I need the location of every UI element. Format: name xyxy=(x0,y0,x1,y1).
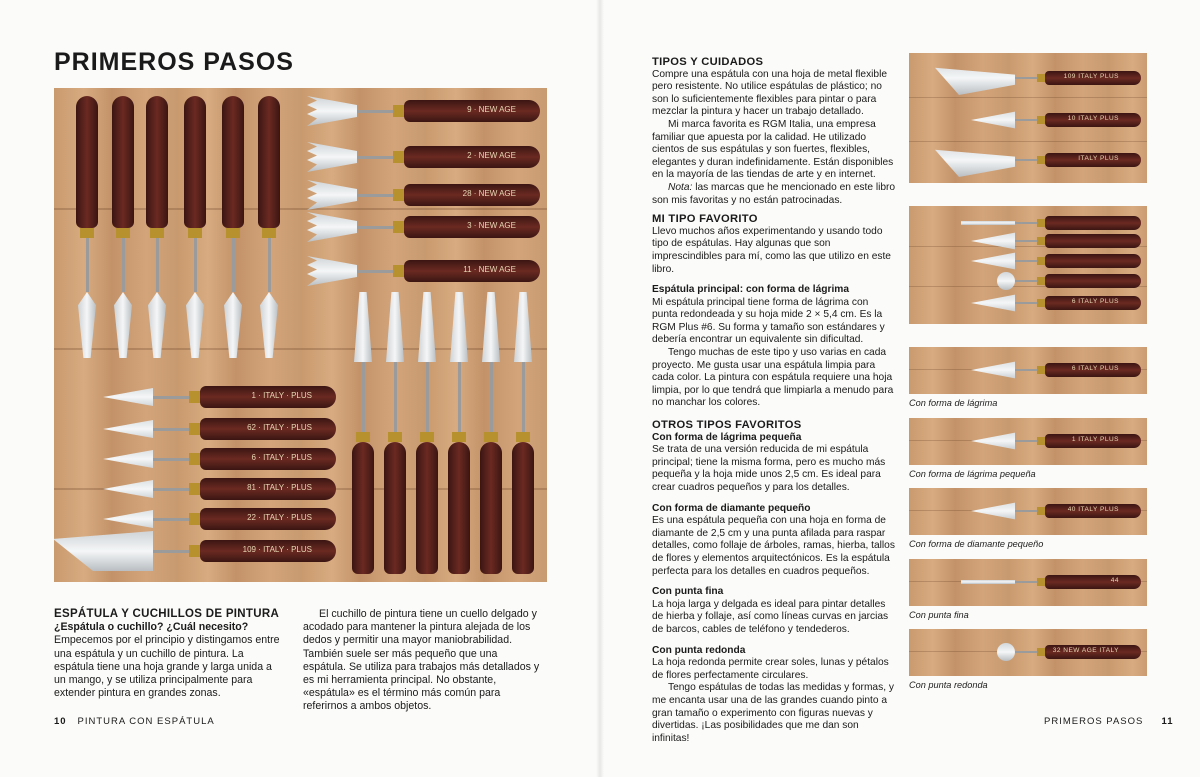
caption-fine-tip: Con punta fina xyxy=(909,610,969,620)
right-page xyxy=(600,0,1200,777)
paragraph: Empecemos por el principio y distingamos entre una espátula y un cuchillo de pintura. La espátula tiene una hoja grande y larga unida a un mango, y se utiliza principalmente para extender pintura en grandes zonas. xyxy=(54,634,280,700)
note-paragraph xyxy=(652,182,896,207)
photo-large-spatulas: 109 ITALY PLUS 10 ITALY PLUS ITALY PLUS xyxy=(909,53,1147,183)
subheading: Con punta fina xyxy=(652,586,724,598)
paragraph: Llevo muchos años experimentando y usando todo tipo de espátulas. Hay algunas que son imprescindibles para mí, como las que utilizo en este libro. xyxy=(652,225,891,275)
subheading: Con punta redonda xyxy=(652,644,746,656)
subheading: Con forma de lágrima pequeña xyxy=(652,431,802,443)
palette-knife: 28 · NEW AGE xyxy=(304,184,540,206)
palette-knife: 109 · ITALY · PLUS xyxy=(68,540,336,562)
page-number: 10 xyxy=(54,716,67,727)
palette-knife xyxy=(384,284,406,574)
folio-right xyxy=(1044,716,1174,727)
main-photo-palette-knives xyxy=(54,88,547,582)
palette-knife: 1 · ITALY · PLUS xyxy=(74,386,336,408)
running-head: PINTURA CON ESPÁTULA xyxy=(77,716,215,727)
palette-knife: 9 · NEW AGE xyxy=(304,100,540,122)
palette-knife: 22 · ITALY · PLUS xyxy=(74,508,336,530)
palette-knife: 62 · ITALY · PLUS xyxy=(74,418,336,440)
palette-knife xyxy=(184,96,206,366)
left-text-column-1 xyxy=(54,608,280,700)
right-text-column xyxy=(652,56,896,745)
section-heading: MI TIPO FAVORITO xyxy=(652,213,758,226)
page-title: PRIMEROS PASOS xyxy=(54,48,294,76)
section-heading: ESPÁTULA Y CUCHILLOS DE PINTURA xyxy=(54,608,280,620)
paragraph: La hoja redonda permite crear soles, lunas y pétalos de flores perfectamente circulares. xyxy=(652,657,889,681)
paragraph: Mi marca favorita es RGM Italia, una empresa familiar que apuesta por la calidad. He utilizado cientos de sus espátulas y son fuertes, flexibles, elegantes y duran indefinidamente. Están disponibles en la mayoría de las tiendas de arte y en internet. xyxy=(652,118,894,181)
paragraph: Es una espátula pequeña con una hoja en forma de diamante de 2,5 cm y una punta afilada para raspar detalles, como follaje de árboles, ramas, hierba, tallos de flores y elementos arquitectónicos. Es la espátula perfecta para los detalles en cuadros pequeños. xyxy=(652,515,895,577)
paragraph: Tengo espátulas de todas las medidas y formas, y me encanta usar una de las grandes cuando pinto a gran tamaño o experimento con figuras nuevas y divertidas. ¡Las posibilidades que me dan son infinitas! xyxy=(652,682,894,744)
caption-round-tip: Con punta redonda xyxy=(909,680,988,690)
palette-knife: 3 · NEW AGE xyxy=(304,216,540,238)
paragraph: Compre una espátula con una hoja de metal flexible pero resistente. No utilice espátulas de plástico; no son lo suficientemente flexibles para pintar o para mezclar la pintura y hacer un trabajo detallado. xyxy=(652,68,888,118)
photo-round-tip: 32 NEW AGE ITALY xyxy=(909,629,1147,676)
caption-small-diamond: Con forma de diamante pequeño xyxy=(909,539,1044,549)
note-label: Nota: xyxy=(668,181,693,193)
note-text: las marcas que he mencionado en este libro son mis favoritas y no están patrocinadas. xyxy=(652,181,896,206)
palette-knife xyxy=(512,284,534,574)
palette-knife xyxy=(416,284,438,574)
photo-teardrop: 6 ITALY PLUS xyxy=(909,347,1147,394)
photo-fine-tip: 44 xyxy=(909,559,1147,606)
photo-assorted-knives: 6 ITALY PLUS xyxy=(909,206,1147,324)
palette-knife: 81 · ITALY · PLUS xyxy=(74,478,336,500)
palette-knife xyxy=(146,96,168,366)
photo-small-diamond: 40 ITALY PLUS xyxy=(909,488,1147,535)
palette-knife xyxy=(258,96,280,366)
paragraph: Tengo muchas de este tipo y uso varias en cada proyecto. Me gusta usar una espátula limpia para cada color. La pintura con espátula requiere una hoja limpia, por lo que tendrá que limpiarla a menudo para no manchar los colores. xyxy=(652,347,894,409)
book-gutter xyxy=(596,0,604,777)
palette-knife: 2 · NEW AGE xyxy=(304,146,540,168)
folio-left xyxy=(54,716,215,727)
palette-knife xyxy=(480,284,502,574)
caption-small-teardrop: Con forma de lágrima pequeña xyxy=(909,469,1036,479)
section-heading: TIPOS Y CUIDADOS xyxy=(652,56,764,68)
left-text-column-2 xyxy=(303,608,541,714)
paragraph: La hoja larga y delgada es ideal para pintar detalles de hierba y follaje, así como líneas curvas en jarcias de barcos, cables de teléfono y tendederos. xyxy=(652,598,889,635)
caption-teardrop: Con forma de lágrima xyxy=(909,398,998,408)
palette-knife xyxy=(448,284,470,574)
subheading-question: ¿Espátula o cuchillo? ¿Cuál necesito? xyxy=(54,621,249,634)
palette-knife xyxy=(112,96,134,366)
section-heading: OTROS TIPOS FAVORITOS xyxy=(652,419,802,432)
paragraph: Mi espátula principal tiene forma de lágrima con punta redondeada y su hoja mide 2 × 5,4 cm. Es la RGM Plus #6. Su forma y tamaño son estándares y debería encontrar un equivalente sin dificultad. xyxy=(652,296,885,346)
subheading: Espátula principal: con forma de lágrima xyxy=(652,284,850,296)
subheading: Con forma de diamante pequeño xyxy=(652,502,811,514)
palette-knife: 6 · ITALY · PLUS xyxy=(74,448,336,470)
photo-small-teardrop: 1 ITALY PLUS xyxy=(909,418,1147,465)
palette-knife xyxy=(222,96,244,366)
paragraph: Se trata de una versión reducida de mi espátula principal; tiene la misma forma, pero es mucho más pequeña y la hoja mide unos 2,5 cm. Es ideal para crear cuadros pequeños y para los detalles. xyxy=(652,444,886,493)
paragraph: El cuchillo de pintura tiene un cuello delgado y acodado para mantener la pintura alejada de los dedos y permitir una mayor maniobrabilidad. También suele ser más pequeño que una espátula. Se utiliza para trabajos más detallados y es mi herramienta principal. No obstante, «espátula» es el término más común para referirnos a ambos objetos. xyxy=(303,608,540,713)
page-number: 11 xyxy=(1161,716,1174,727)
palette-knife xyxy=(76,96,98,366)
running-head: PRIMEROS PASOS xyxy=(1044,716,1144,727)
palette-knife: 11 · NEW AGE xyxy=(304,260,540,282)
palette-knife xyxy=(352,284,374,574)
